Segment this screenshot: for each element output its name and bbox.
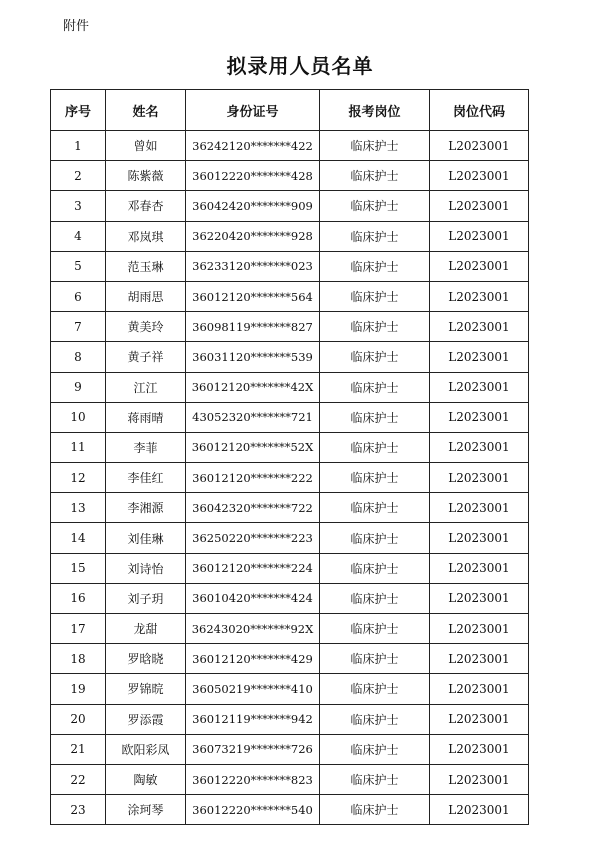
cell-serial: 6 [51,281,106,311]
cell-position-code: L2023001 [430,644,529,674]
cell-id-number: 36243020*******92X [186,614,320,644]
cell-serial: 22 [51,764,106,794]
cell-serial: 10 [51,402,106,432]
cell-id-number: 36098119*******827 [186,312,320,342]
cell-id-number: 36242120*******422 [186,131,320,161]
table-row [51,432,529,462]
cell-id-number: 36012120*******429 [186,644,320,674]
table-row [51,523,529,553]
cell-serial: 12 [51,463,106,493]
table-header-row [51,90,529,131]
cell-position-code: L2023001 [430,583,529,613]
cell-id-number: 36012220*******428 [186,161,320,191]
cell-id-number: 36012120*******42X [186,372,320,402]
table-row [51,734,529,764]
table-row [51,553,529,583]
cell-position-code: L2023001 [430,402,529,432]
cell-position-code: L2023001 [430,493,529,523]
cell-name: 蒋雨晴 [106,402,186,432]
cell-serial: 15 [51,553,106,583]
cell-name: 李湘源 [106,493,186,523]
cell-serial: 5 [51,251,106,281]
cell-name: 黄子祥 [106,342,186,372]
cell-serial: 17 [51,614,106,644]
cell-name: 陶敏 [106,764,186,794]
cell-position-code: L2023001 [430,251,529,281]
cell-serial: 11 [51,432,106,462]
cell-position: 临床护士 [320,372,430,402]
cell-position: 临床护士 [320,342,430,372]
cell-name: 李佳红 [106,463,186,493]
cell-serial: 3 [51,191,106,221]
cell-id-number: 36012120*******52X [186,432,320,462]
cell-serial: 18 [51,644,106,674]
table-row [51,342,529,372]
cell-id-number: 36042420*******909 [186,191,320,221]
cell-name: 刘佳琳 [106,523,186,553]
cell-position: 临床护士 [320,553,430,583]
page-title: 拟录用人员名单 [226,54,374,78]
cell-name: 刘子玥 [106,583,186,613]
cell-serial: 7 [51,312,106,342]
cell-position-code: L2023001 [430,734,529,764]
table-row [51,372,529,402]
cell-name: 陈紫薇 [106,161,186,191]
cell-id-number: 36220420*******928 [186,221,320,251]
cell-serial: 21 [51,734,106,764]
cell-position: 临床护士 [320,674,430,704]
table-row [51,583,529,613]
cell-serial: 16 [51,583,106,613]
cell-position-code: L2023001 [430,704,529,734]
cell-position-code: L2023001 [430,342,529,372]
table-row [51,131,529,161]
cell-position: 临床护士 [320,131,430,161]
cell-position-code: L2023001 [430,795,529,825]
table-row [51,614,529,644]
cell-position-code: L2023001 [430,191,529,221]
cell-id-number: 36012220*******823 [186,764,320,794]
cell-id-number: 36012120*******224 [186,553,320,583]
table-row [51,704,529,734]
cell-serial: 19 [51,674,106,704]
cell-name: 刘诗怡 [106,553,186,583]
cell-position-code: L2023001 [430,312,529,342]
table-row [51,674,529,704]
cell-position: 临床护士 [320,795,430,825]
cell-id-number: 36233120*******023 [186,251,320,281]
cell-position-code: L2023001 [430,372,529,402]
cell-position-code: L2023001 [430,764,529,794]
cell-position: 临床护士 [320,583,430,613]
cell-position-code: L2023001 [430,432,529,462]
table-row [51,463,529,493]
cell-name: 罗添霞 [106,704,186,734]
table-row [51,281,529,311]
cell-position: 临床护士 [320,432,430,462]
cell-position-code: L2023001 [430,523,529,553]
column-header-serial: 序号 [51,90,106,131]
cell-position-code: L2023001 [430,131,529,161]
table-body [51,131,529,825]
table-row [51,493,529,523]
cell-name: 黄美玲 [106,312,186,342]
cell-name: 曾如 [106,131,186,161]
cell-position: 临床护士 [320,523,430,553]
cell-id-number: 36012220*******540 [186,795,320,825]
table-row [51,764,529,794]
cell-position: 临床护士 [320,764,430,794]
cell-position-code: L2023001 [430,161,529,191]
cell-position-code: L2023001 [430,281,529,311]
cell-id-number: 36073219*******726 [186,734,320,764]
cell-name: 罗锦晥 [106,674,186,704]
column-header-name: 姓名 [106,90,186,131]
table-row [51,161,529,191]
table-row [51,312,529,342]
cell-id-number: 36012119*******942 [186,704,320,734]
table-row [51,644,529,674]
cell-position: 临床护士 [320,402,430,432]
cell-position: 临床护士 [320,614,430,644]
cell-id-number: 36031120*******539 [186,342,320,372]
cell-serial: 13 [51,493,106,523]
cell-position: 临床护士 [320,161,430,191]
cell-id-number: 36012120*******564 [186,281,320,311]
cell-position-code: L2023001 [430,463,529,493]
cell-position-code: L2023001 [430,674,529,704]
cell-position-code: L2023001 [430,553,529,583]
cell-id-number: 36050219*******410 [186,674,320,704]
cell-name: 罗晗晓 [106,644,186,674]
cell-position: 临床护士 [320,704,430,734]
cell-name: 欧阳彩凤 [106,734,186,764]
cell-position: 临床护士 [320,281,430,311]
cell-position: 临床护士 [320,312,430,342]
cell-position: 临床护士 [320,734,430,764]
cell-position: 临床护士 [320,191,430,221]
cell-id-number: 36042320*******722 [186,493,320,523]
cell-serial: 2 [51,161,106,191]
column-header-position-code: 岗位代码 [430,90,529,131]
table-row [51,221,529,251]
cell-id-number: 36012120*******222 [186,463,320,493]
cell-name: 江江 [106,372,186,402]
cell-name: 涂珂琴 [106,795,186,825]
cell-position-code: L2023001 [430,221,529,251]
cell-position: 临床护士 [320,221,430,251]
cell-name: 邓岚琪 [106,221,186,251]
cell-position-code: L2023001 [430,614,529,644]
cell-serial: 20 [51,704,106,734]
column-header-id-number: 身份证号 [186,90,320,131]
cell-name: 范玉琳 [106,251,186,281]
candidate-table [50,89,529,825]
cell-serial: 8 [51,342,106,372]
table-row [51,402,529,432]
cell-serial: 4 [51,221,106,251]
cell-position: 临床护士 [320,463,430,493]
attachment-label: 附件 [63,19,90,34]
table-row [51,795,529,825]
cell-serial: 1 [51,131,106,161]
cell-position: 临床护士 [320,493,430,523]
table-row [51,191,529,221]
cell-id-number: 36250220*******223 [186,523,320,553]
cell-name: 邓春杏 [106,191,186,221]
cell-serial: 9 [51,372,106,402]
table-row [51,251,529,281]
cell-name: 龙甜 [106,614,186,644]
cell-name: 胡雨思 [106,281,186,311]
cell-id-number: 36010420*******424 [186,583,320,613]
cell-name: 李菲 [106,432,186,462]
cell-position: 临床护士 [320,644,430,674]
cell-id-number: 43052320*******721 [186,402,320,432]
cell-position: 临床护士 [320,251,430,281]
cell-serial: 14 [51,523,106,553]
cell-serial: 23 [51,795,106,825]
column-header-position: 报考岗位 [320,90,430,131]
